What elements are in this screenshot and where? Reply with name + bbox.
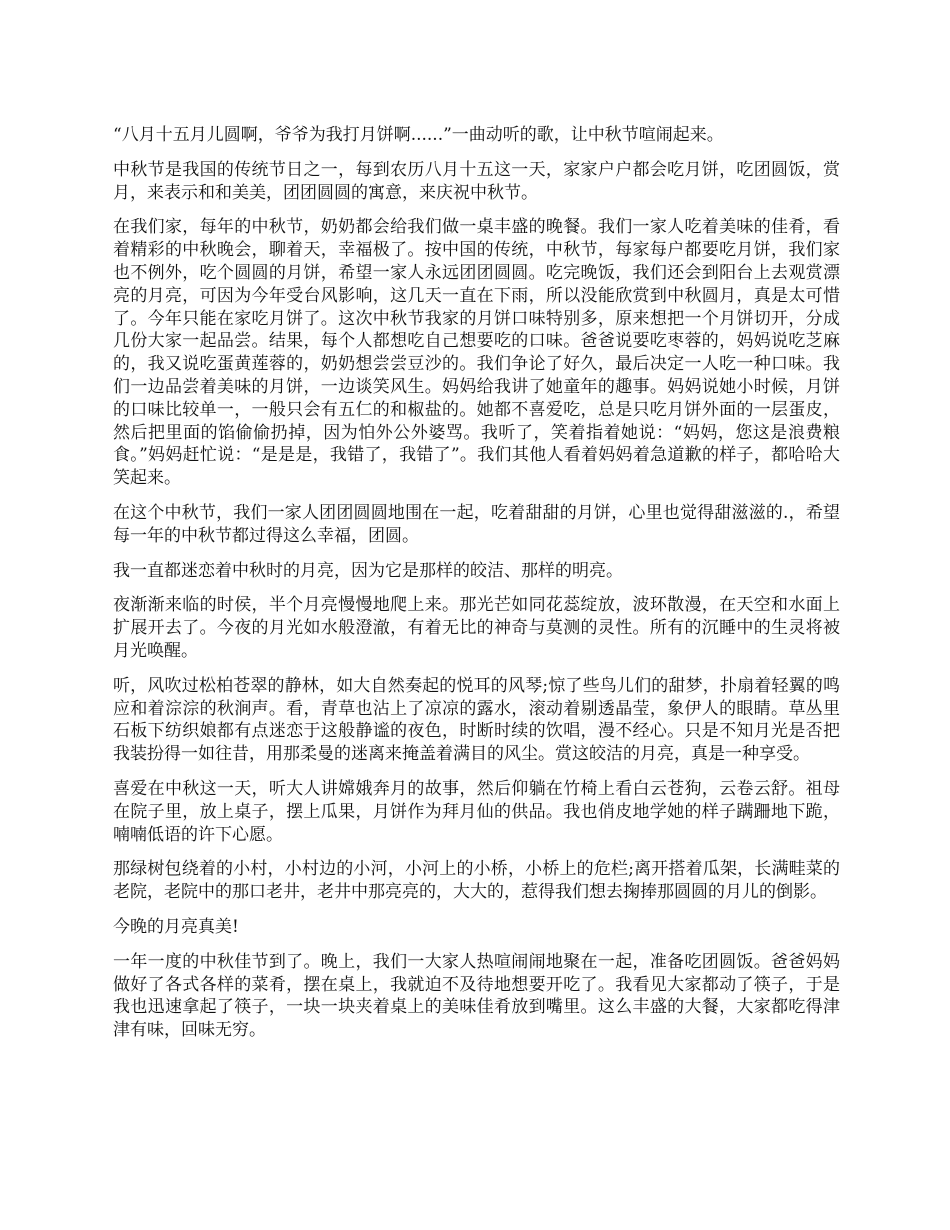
paragraph-9: 那绿树包绕着的小村，小村边的小河，小河上的小桥，小桥上的危栏;离开搭着瓜架，长满畦菜的老院，老院中的那口老井，老井中那亮亮的，大大的，惹得我们想去掬捧那圆圆的月儿的倒影。 xyxy=(113,859,840,903)
paragraph-2: 中秋节是我国的传统节日之一，每到农历八月十五这一天，家家户户都会吃月饼，吃团圆饭，赏月，来表示和和美美，团团圆圆的寓意，来庆祝中秋节。 xyxy=(113,159,840,203)
paragraph-3: 在我们家，每年的中秋节，奶奶都会给我们做一桌丰盛的晚餐。我们一家人吃着美味的佳肴，看着精彩的中秋晚会，聊着天，幸福极了。按中国的传统，中秋节，每家每户都要吃月饼，我们家也不例外，吃个圆圆的月饼，希望一家人永远团团圆圆。吃完晚饭，我们还会到阳台上去观赏漂亮的月亮，可因为今年受台风影响，这几天一直在下雨，所以没能欣赏到中秋圆月，真是太可惜了。今年只能在家吃月饼了。这次中秋节我家的月饼口味特别多，原来想把一个月饼切开，分成几份大家一起品尝。结果，每个人都想吃自己想要吃的口味。爸爸说要吃枣蓉的，妈妈说吃芝麻的，我又说吃蛋黄莲蓉的，奶奶想尝尝豆沙的。我们争论了好久，最后决定一人吃一种口味。我们一边品尝着美味的月饼，一边谈笑风生。妈妈给我讲了她童年的趣事。妈妈说她小时候，月饼的口味比较单一，一般只会有五仁的和椒盐的。她都不喜爱吃，总是只吃月饼外面的一层蛋皮，然后把里面的馅偷偷扔掉，因为怕外公外婆骂。我听了，笑着指着她说：“妈妈，您这是浪费粮食。”妈妈赶忙说：“是是是，我错了，我错了”。我们其他人看着妈妈着急道歉的样子，都哈哈大笑起来。 xyxy=(113,217,840,489)
paragraph-1: “八月十五月儿圆啊，爷爷为我打月饼啊......”一曲动听的歌，让中秋节喧闹起来。 xyxy=(113,125,724,145)
paragraph-11: 一年一度的中秋佳节到了。晚上，我们一大家人热喧闹闹地聚在一起，准备吃团圆饭。爸爸妈妈做好了各式各样的菜肴，摆在桌上，我就迫不及待地想要开吃了。我看见大家都动了筷子，于是我也迅速拿起了筷子，一块一块夹着桌上的美味佳肴放到嘴里。这么丰盛的大餐，大家都吃得津津有味，回味无穷。 xyxy=(113,951,840,1041)
paragraph-8: 喜爱在中秋这一天，听大人讲嫦娥奔月的故事，然后仰躺在竹椅上看白云苍狗，云卷云舒。祖母在院子里，放上桌子，摆上瓜果，月饼作为拜月仙的供品。我也俏皮地学她的样子蹒跚地下跪，喃喃低语的许下心愿。 xyxy=(113,778,840,845)
document-body xyxy=(113,124,840,1054)
paragraph-6: 夜渐渐来临的时侯，半个月亮慢慢地爬上来。那光芒如同花蕊绽放，波环散漫，在天空和水面上扩展开去了。今夜的月光如水般澄澈，有着无比的神奇与莫测的灵性。所有的沉睡中的生灵将被月光唤醒。 xyxy=(113,595,840,661)
paragraph-7: 听，风吹过松柏苍翠的静林，如大自然奏起的悦耳的风琴;惊了些鸟儿们的甜梦，扑扇着轻翼的鸣应和着淙淙的秋涧声。看，青草也沾上了凉凉的露水，滚动着剔透晶莹，象伊人的眼睛。草丛里石板下纺织娘都有点迷恋于这般静谧的夜色，时断时续的饮唱，漫不经心。只是不知月光是否把我装扮得一如往昔，用那柔曼的迷离来掩盖着满目的风尘。赏这皎洁的月亮，真是一种享受。 xyxy=(113,675,840,765)
paragraph-4: 在这个中秋节，我们一家人团团圆圆地围在一起，吃着甜甜的月饼，心里也觉得甜滋滋的.，希望每一年的中秋节都过得这么幸福，团圆。 xyxy=(113,502,840,546)
paragraph-10: 今晚的月亮真美! xyxy=(113,916,239,937)
paragraph-5: 我一直都迷恋着中秋时的月亮，因为它是那样的皎洁、那样的明亮。 xyxy=(113,560,623,581)
